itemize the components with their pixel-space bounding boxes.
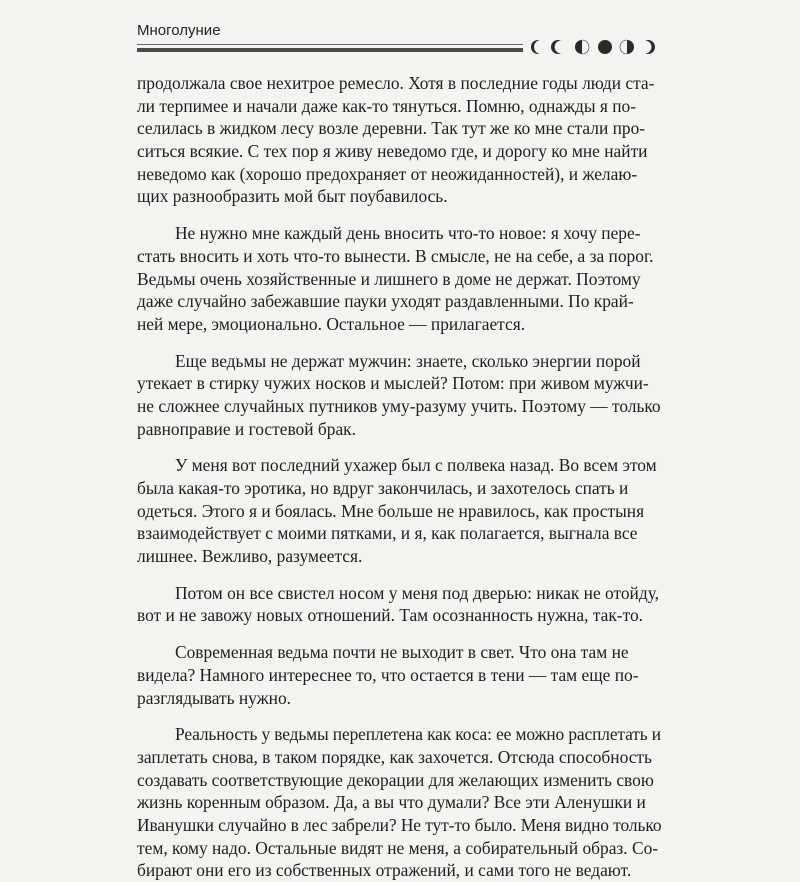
text-line: ли терпимее и начали даже как-то тянуться. Помню, однажды я по-: [137, 95, 637, 116]
text-line: равноправие и гостевой брак.: [137, 418, 356, 439]
text-line: утекает в стирку чужих носков и мыслей? Потом: при живом мужчи-: [137, 373, 649, 394]
moon-half-right-icon: [620, 40, 634, 54]
text-line: видела? Намного интереснее то, что остается в тени — там еще по-: [137, 664, 639, 685]
text-line: У меня вот последний ухажер был с полвека назад. Во всем этом: [175, 455, 657, 476]
text-line: не сложнее случайных путников уму-разуму учить. Поэтому — только: [137, 395, 661, 416]
text-line: Потом он все свистел носом у меня под дверью: никак не отойду,: [175, 582, 660, 603]
text-line: разглядывать нужно.: [137, 687, 292, 708]
moon-crescent-thin-left-icon: [551, 40, 567, 54]
text-line: Ведьмы очень хозяйственные и лишнего в доме не держат. Поэтому: [137, 268, 641, 289]
text-line: Еще ведьмы не держат мужчин: знаете, сколько энергии порой: [175, 350, 641, 371]
header-rule-thin: [137, 44, 523, 45]
text-line: лишнее. Вежливо, разумеется.: [137, 546, 363, 567]
running-title: Многолуние: [137, 22, 221, 39]
text-line: взаимодействует с моими пятками, и я, как полагается, выгнала все: [137, 523, 638, 544]
text-line: неведомо как (хорошо предохраняет от неожиданностей), и желаю-: [137, 163, 638, 184]
paragraph-gap: [137, 440, 661, 454]
paragraph: [137, 723, 661, 882]
body-text: [137, 72, 661, 882]
paragraph-gap: [137, 336, 661, 350]
text-line: создавать соответствующие декорации для желающих изменить свою: [137, 769, 654, 790]
text-line: заплетать снова, в таком порядке, как захочется. Отсюда способность: [137, 746, 652, 767]
text-line: щих разнообразить мой быт поубавилось.: [137, 186, 448, 207]
moon-full-icon: [598, 40, 612, 54]
text-line: одеться. Этого я и боялась. Мне больше не нравилось, как простыня: [137, 500, 645, 521]
paragraph-gap: [137, 627, 661, 641]
paragraph-gap: [137, 568, 661, 582]
text-line: вот и не завожу новых отношений. Там осознанность нужна, так-то.: [137, 605, 644, 626]
text-line: ситься всякие. С тех пор я живу неведомо где, и дорогу ко мне найти: [137, 141, 648, 162]
paragraph: [137, 641, 661, 709]
moon-half-icon: [575, 40, 589, 54]
text-line: жизнь коренным образом. Да, а вы что думали? Все эти Аленушки и: [137, 792, 646, 813]
text-line: была какая-то эротика, но вдруг закончилась, и захотелось спать и: [137, 478, 629, 498]
header-rule-thick: [137, 48, 523, 52]
text-line: Современная ведьма почти не выходит в свет. Что она там не: [175, 642, 629, 663]
moon-phases-ornament: [528, 37, 668, 57]
text-line: Иванушки случайно в лес забрели? Не тут-то было. Меня видно только: [137, 814, 662, 835]
text-line: селилась в жидком лесу возле деревни. Так тут же ко мне стали про-: [137, 118, 646, 139]
paragraph-gap: [137, 208, 661, 222]
text-line: тем, кому надо. Остальные видят не меня, а собирательный образ. Со-: [137, 837, 659, 858]
text-line: Не нужно мне каждый день вносить что-то новое: я хочу пере-: [175, 223, 641, 244]
paragraph: [137, 582, 661, 627]
paragraph: [137, 350, 661, 441]
paragraph: [137, 72, 661, 208]
paragraph: [137, 454, 661, 567]
text-line: стать вносить и хоть что-то вынести. В смысле, не на себе, а за порог.: [137, 245, 654, 266]
text-line: продолжала свое нехитрое ремесло. Хотя в последние годы люди ста-: [137, 73, 655, 93]
text-line: ней мере, эмоционально. Остальное — прилагается.: [137, 313, 526, 334]
text-line: бирают они его из собственных отражений, и сами того не ведают.: [137, 860, 632, 881]
moon-crescent-right-icon: [639, 40, 656, 54]
moon-crescent-left-icon: [531, 40, 548, 54]
text-line: Реальность у ведьмы переплетена как коса: ее можно расплетать и: [175, 724, 661, 745]
paragraph: [137, 222, 661, 335]
text-line: даже случайно забежавшие пауки уходят раздавленными. По край-: [137, 291, 634, 312]
paragraph-gap: [137, 709, 661, 723]
